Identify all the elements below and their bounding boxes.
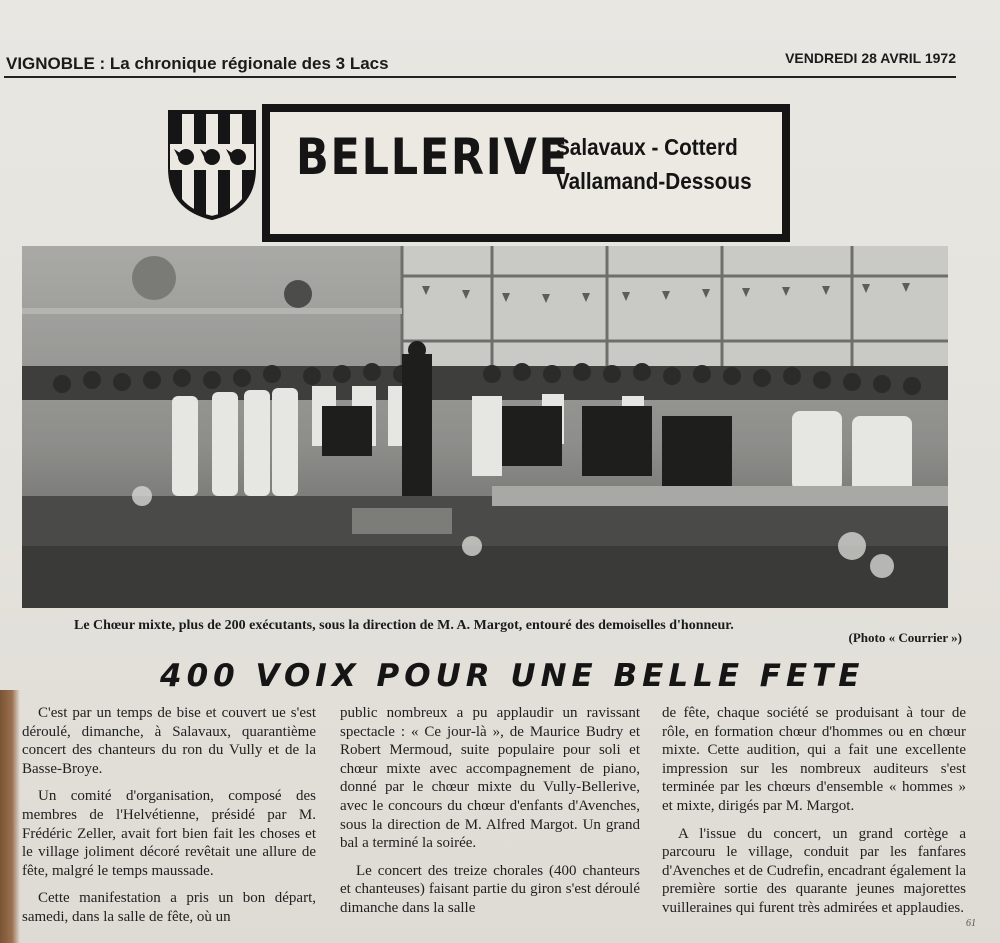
- banner-title: BELLERIVE: [296, 128, 570, 186]
- town-banner: [166, 104, 782, 234]
- section-title: VIGNOBLE : La chronique régionale des 3 Lacs: [6, 54, 389, 73]
- article-headline: 400 VOIX POUR UNE BELLE FETE: [160, 658, 865, 694]
- paragraph: de fête, chaque société se produisant à tour de rôle, en formation chœur d'hommes ou en chœur mixte. Cette audition, qui a fait une excellente impression sur les nombreux auditeurs s'est terminée par les chœurs d'ensemble « hommes » et mixte, dirigés par M. Margot.: [662, 705, 966, 814]
- paragraph: Le concert des treize chorales (400 chanteurs et chanteuses) faisant partie du giron s'est déroulé dimanche dans la salle: [340, 862, 640, 916]
- article-column-1: [22, 704, 316, 936]
- photo-caption: Le Chœur mixte, plus de 200 exécutants, sous la direction de M. A. Margot, entouré des demoiselles d'honneur.: [74, 618, 734, 633]
- paragraph: Cette manifestation a pris un bon départ, samedi, dans la salle de fête, où un: [22, 890, 316, 925]
- bellerive-coat-of-arms-icon: [166, 108, 258, 222]
- banner-subtitle-line1: Salavaux - Cotterd: [556, 134, 738, 160]
- paragraph: public nombreux a pu applaudir un ravissant spectacle : « Ce jour-là », de Maurice Budry et Robert Mermoud, suite populaire pour soli et chœur mixte avec accompagnement de piano, donné par le chœur mixte du Vully-Bellerive, avec le concours du chœur d'enfants d'Avenches, sous la direction de M. Alfred Margot. Un grand bal a terminé la soirée.: [340, 705, 640, 852]
- choir-photo: [22, 246, 948, 608]
- masthead: [4, 48, 956, 78]
- article-column-3: [662, 704, 966, 927]
- photo-credit: (Photo « Courrier »): [848, 630, 962, 645]
- issue-date: VENDREDI 28 AVRIL 1972: [785, 50, 956, 66]
- paragraph: A l'issue du concert, un grand cortège a parcouru le village, conduit par les fanfares d'Avenches et de Cudrefin, encadrant également la première sortie des quarante jeunes majorettes vuilleraines qui furent très admirées et applaudies.: [662, 825, 966, 916]
- paragraph: C'est par un temps de bise et couvert ue s'est déroulé, dimanche, à Salavaux, quarantième concert des chanteurs du ron du Vully et de la Basse-Broye.: [22, 705, 316, 777]
- article-column-2: [340, 704, 640, 927]
- torn-edge: [0, 690, 20, 943]
- banner-subtitle-line2: Vallamand-Dessous: [556, 168, 752, 194]
- paragraph: Un comité d'organisation, composé des membres de l'Helvétienne, présidé par M. Frédéric Zeller, avait fort bien fait les choses et le village joliment décoré revêtait une allure de fête, malgré le temps maussade.: [22, 788, 316, 879]
- page-mark: 61: [966, 918, 976, 929]
